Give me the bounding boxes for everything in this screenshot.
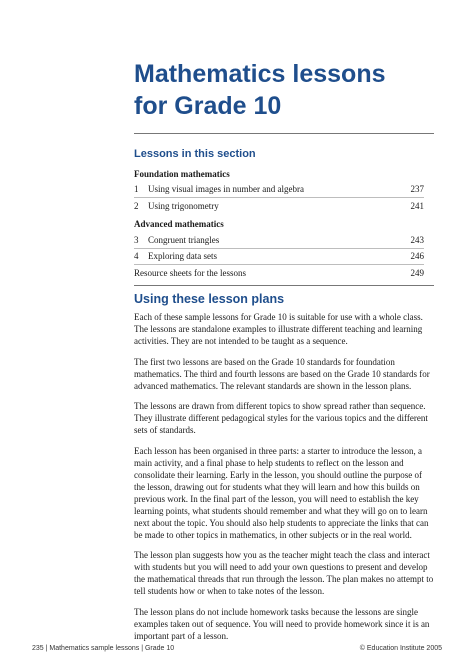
section-divider bbox=[134, 285, 434, 286]
paragraph: The first two lessons are based on the Grade 10 standards for foundation mathematics. The third and fourth lessons are based on the Grade 10 standards for advanced mathematics. The relevant standards are shown in the lesson plans. bbox=[134, 356, 430, 391]
toc-title: Exploring data sets bbox=[148, 251, 217, 261]
toc-page: 241 bbox=[410, 201, 424, 211]
toc-heading: Lessons in this section bbox=[134, 148, 256, 160]
toc-title: Using visual images in number and algebra bbox=[148, 184, 304, 194]
paragraph: Each of these sample lessons for Grade 10 is suitable for use with a whole class. The lessons are standalone examples to illustrate different teaching and learning activities. They are not intended to be taught as a sequence. bbox=[134, 312, 423, 346]
title-divider bbox=[134, 133, 434, 134]
paragraph: Each lesson has been organised in three parts: a starter to introduce the lesson, a main activity, and a final phase to help students to reflect on the lesson and consolidate their learning. Early in the lesson, you should outline the purpose of the lesson, drawing out for students what they will learn and how this builds on previous work. In the final part of the lesson, you will need to establish the key learning points, what students should remember and what they will go on to learn next about the topic. You should also help students to appreciate the links that can be made to other topics in mathematics, in other subjects or in the real world. bbox=[134, 446, 429, 540]
toc-page: 237 bbox=[410, 184, 424, 194]
toc-page: 246 bbox=[410, 251, 424, 261]
footer-copyright: © Education Institute 2005 bbox=[359, 645, 442, 652]
toc-row[interactable] bbox=[134, 198, 424, 214]
page-footer bbox=[32, 643, 442, 655]
toc-page: 249 bbox=[410, 268, 424, 278]
paragraph: The lesson plan suggests how you as the teacher might teach the class and interact with students but you will need to add your own questions to present and develop the mathematical threads that run through the lesson. The plan makes no attempt to tell students how or when to take notes of the lesson. bbox=[134, 550, 434, 597]
toc-row[interactable] bbox=[134, 232, 424, 248]
toc-title: Resource sheets for the lessons bbox=[134, 268, 246, 278]
section-body bbox=[134, 312, 434, 652]
toc-title: Congruent triangles bbox=[148, 235, 220, 245]
paragraph: The lesson plans do not include homework tasks because the lessons are single examples taken out of sequence. You will need to provide homework since it is an important part of a lesson. bbox=[134, 607, 430, 641]
toc-number: 3 bbox=[134, 235, 139, 245]
paragraph: The lessons are drawn from different topics to show spread rather than sequence. They illustrate different pedagogical styles for the various topics and the different sets of standards. bbox=[134, 401, 428, 436]
toc-title: Using trigonometry bbox=[148, 201, 219, 211]
title-line-1: Mathematics lessons bbox=[134, 60, 386, 88]
toc-number: 2 bbox=[134, 201, 139, 211]
section-heading: Using these lesson plans bbox=[134, 292, 285, 306]
footer-page-info: 235 | Mathematics sample lessons | Grade 10 bbox=[32, 645, 175, 652]
toc-page: 243 bbox=[410, 235, 424, 245]
toc-number: 1 bbox=[134, 184, 139, 194]
title-line-2: for Grade 10 bbox=[134, 92, 282, 120]
toc-row[interactable] bbox=[134, 181, 424, 197]
page-title bbox=[134, 58, 454, 122]
toc-number: 4 bbox=[134, 251, 139, 261]
toc-group-advanced: Advanced mathematics bbox=[134, 219, 224, 229]
toc-row[interactable] bbox=[134, 248, 424, 264]
toc-group-foundation: Foundation mathematics bbox=[134, 169, 230, 179]
toc-row-resources[interactable] bbox=[134, 265, 424, 281]
